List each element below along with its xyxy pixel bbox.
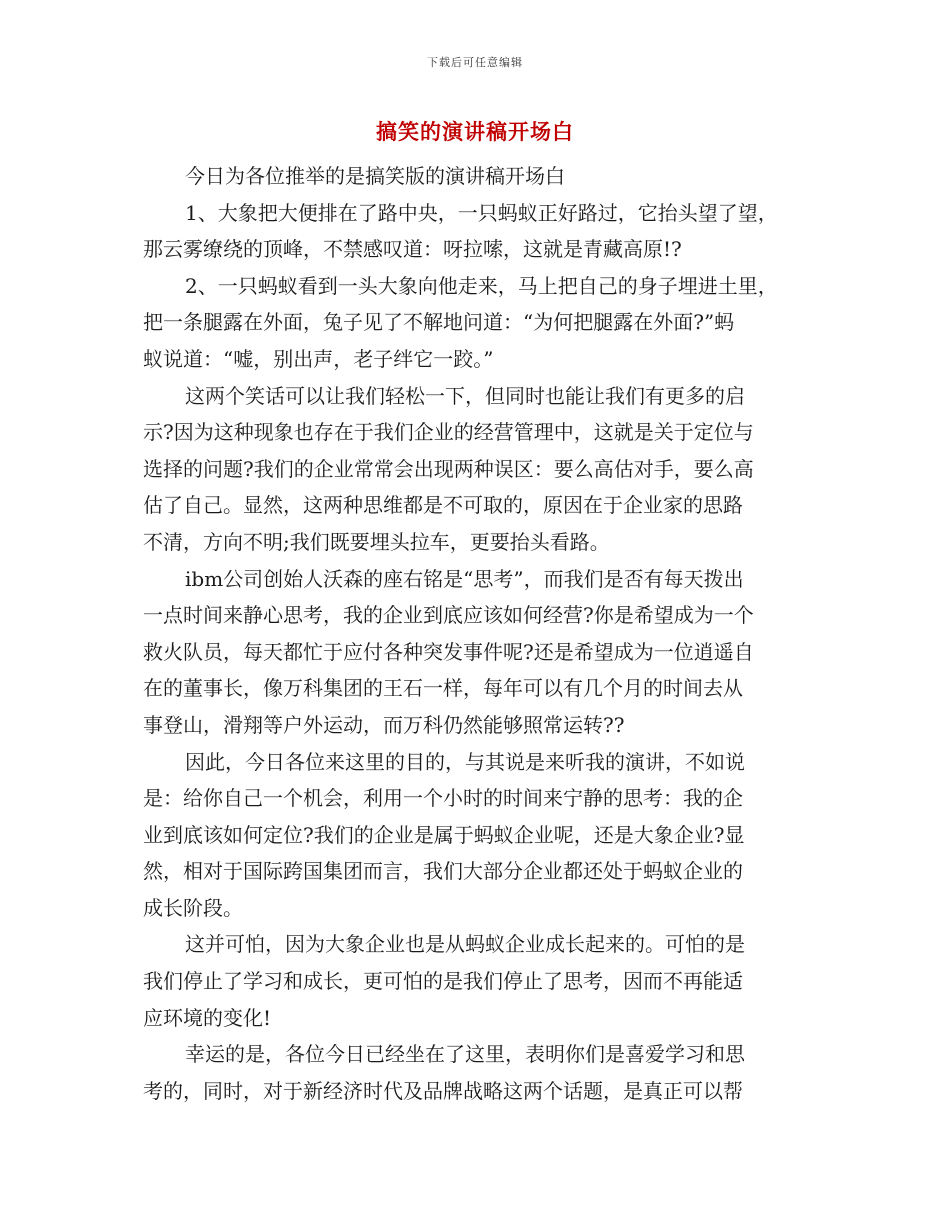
paragraph-line: 是：给你自己一个机会，利用一个小时的时间来宁静的思考：我的企 (143, 786, 743, 811)
paragraph (143, 744, 818, 927)
paragraph-line: 然，相对于国际跨国集团而言，我们大部分企业都还处于蚂蚁企业的 (143, 859, 743, 884)
header-note: 下载后可任意编辑 (427, 56, 523, 69)
paragraph-line: 这并可怕，因为大象企业也是从蚂蚁企业成长起来的。可怕的是 (185, 932, 745, 957)
paragraph (143, 378, 818, 561)
paragraph-line: 在的董事长，像万科集团的王石一样，每年可以有几个月的时间去从 (143, 676, 743, 701)
paragraph-line: 事登山，滑翔等户外运动，而万科仍然能够照常运转?? (143, 712, 625, 737)
paragraph-line: 成长阶段。 (143, 895, 243, 920)
paragraph-line: 考的，同时，对于新经济时代及品牌战略这两个话题，是真正可以帮 (143, 1078, 743, 1103)
paragraph-line: 我们停止了学习和成长，更可怕的是我们停止了思考，因而不再能适 (143, 969, 743, 994)
paragraph-line: 把一条腿露在外面，兔子见了不解地问道：“为何把腿露在外面?”蚂 (143, 310, 735, 335)
paragraph-line: 选择的问题?我们的企业常常会出现两种误区：要么高估对手，要么高 (143, 456, 754, 481)
paragraph-line: 不清，方向不明;我们既要埋头拉车，更要抬头看路。 (143, 529, 610, 554)
paragraph (143, 268, 818, 378)
paragraph-line: 业到底该如何定位?我们的企业是属于蚂蚁企业呢，还是大象企业?显 (143, 822, 745, 847)
paragraph-line: 这两个笑话可以让我们轻松一下，但同时也能让我们有更多的启 (185, 383, 745, 408)
paragraph-line: 1、大象把大便排在了路中央，一只蚂蚁正好路过，它抬头望了望， (185, 200, 778, 225)
paragraph-line: ibm公司创始人沃森的座右铭是“思考”，而我们是否有每天拨出 (185, 566, 744, 591)
paragraph (143, 926, 818, 1036)
paragraph-line: 估了自己。显然，这两种思维都是不可取的，原因在于企业家的思路 (143, 493, 743, 518)
paragraph-line: 因此，今日各位来这里的目的，与其说是来听我的演讲，不如说 (185, 749, 745, 774)
paragraph-line: 2、一只蚂蚁看到一头大象向他走来，马上把自己的身子埋进土里， (185, 273, 778, 298)
paragraph-line: 幸运的是，各位今日已经坐在了这里，表明你们是喜爱学习和思 (185, 1042, 745, 1067)
paragraph-line: 今日为各位推举的是搞笑版的演讲稿开场白 (185, 164, 565, 188)
paragraph-line: 那云雾缭绕的顶峰，不禁感叹道：呀拉嗦，这就是青藏高原!? (143, 237, 682, 262)
paragraph (143, 195, 818, 268)
paragraph (143, 561, 818, 744)
paragraph (143, 158, 818, 195)
paragraph-line: 示?因为这种现象也存在于我们企业的经营管理中，这就是关于定位与 (143, 420, 754, 445)
document-body (143, 158, 818, 1109)
paragraph-line: 一点时间来静心思考，我的企业到底应该如何经营?你是希望成为一个 (143, 603, 754, 628)
paragraph-line: 蚁说道：“嘘，别出声，老子绊它一跤。” (143, 346, 494, 371)
document-title: 搞笑的演讲稿开场白 (376, 119, 574, 144)
paragraph-line: 应环境的变化! (143, 1005, 272, 1030)
paragraph (143, 1036, 818, 1109)
paragraph-line: 救火队员，每天都忙于应付各种突发事件呢?还是希望成为一位逍遥自 (143, 639, 754, 664)
